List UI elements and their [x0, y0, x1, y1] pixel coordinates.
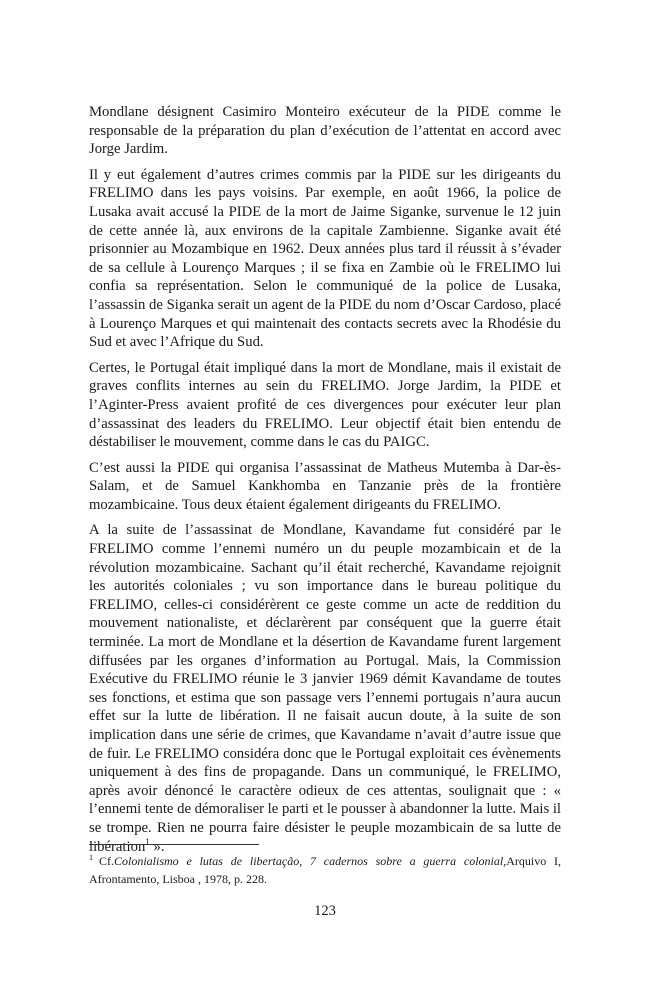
page-number: 123: [314, 903, 336, 919]
footnote-title: Colonialismo e lutas de libertação, 7 cadernos sobre a guerra colonial: [114, 854, 504, 868]
paragraph-4: C’est aussi la PIDE qui organisa l’assassinat de Matheus Mutemba à Dar-ès-Salam, et de Samuel Kankhomba en Tanzanie près de la frontière mozambicaine. Tous deux étaient également dirigeants du FRELIMO.: [89, 459, 561, 513]
paragraph-2: Il y eut également d’autres crimes commis par la PIDE sur les dirigeants du FRELIMO dans les pays voisins. Par exemple, en août 1966, la police de Lusaka avait accusé la PIDE de la mort de Jaime Siganke, survenue le 12 juin de cette année là, aux environs de la capitale Zambienne. Siganke avait été prisonnier au Mozambique en 1962. Deux années plus tard il réussit à s’évader de sa cellule à Lourenço Marques ; il se fixa en Zambie où le FRELIMO lui confia sa représentation. Selon le communiqué de la police de Lusaka, l’assassin de Siganka serait un agent de la PIDE du nom d’Oscar Cardoso, placé à Lourenço Marques et qui maintenait des contacts secrets avec la Rhodésie du Sud et avec l’Afrique du Sud.: [89, 166, 561, 351]
footnote-prefix: Cf.: [99, 854, 114, 868]
paragraph-5: [89, 521, 561, 856]
body-text: [89, 103, 561, 856]
footnote-separator: [89, 844, 259, 845]
footnote-number: 1: [89, 853, 93, 862]
paragraph-3: Certes, le Portugal était impliqué dans la mort de Mondlane, mais il existait de graves conflits internes au sein du FRELIMO. Jorge Jardim, la PIDE et l’Aginter-Press avaient profité de ces divergences pour exécuter leur plan d’assassinat des leaders du FRELIMO. Leur objectif était bien entendu de déstabiliser le mouvement, comme dans le cas du PAIGC.: [89, 359, 561, 451]
paragraph-5-tail: ».: [149, 838, 165, 855]
paragraph-5-text: A la suite de l’assassinat de Mondlane, Kavandame fut considéré par le FRELIMO comme l’ennemi numéro un du peuple mozambicain et de la révolution mozambicaine. Sachant qu’il était recherché, Kavandame rejoignit les autorités coloniales ; vu son importance dans le bureau politique du FRELIMO, celles-ci considérèrent ce geste comme un acte de reddition du mouvement nationaliste, et déclarèrent par conséquent que la guerre était terminée. La mort de Mondlane et la désertion de Kavandame furent largement diffusées par les organes d’information au Portugal. Mais, la Commission Exécutive du FRELIMO réunie le 3 janvier 1969 démit Kavandame de toutes ses fonctions, et estima que son passage vers l’ennemi portugais n’aura aucun effet sur la lutte de libération. Il ne faisait aucun doute, à la suite de son implication dans une série de crimes, que Kavandame n’avait d’autre issue que de fuir. Le FRELIMO considéra donc que le Portugal exploitait ces évènements uniquement à des fins de propagande. Dans un communiqué, le FRELIMO, après avoir dénoncé le caractère odieux de ces attentas, soulignait que : « l’ennemi tente de démoraliser le parti et le pousser à abandonner la lutte. Mais il se trompe. Rien ne pourra faire désister le peuple mozambicain de sa lutte de libération: [89, 522, 561, 855]
paragraph-1: Mondlane désignent Casimiro Monteiro exécuteur de la PIDE comme le responsable de la préparation du plan d’exécution de l’attentat en accord avec Jorge Jardim.: [89, 104, 561, 158]
footnote-reference[interactable]: 1: [145, 836, 150, 847]
footnote-source: ,Arquivo I, Afrontamento, Lisboa , 1978, p. 228.: [89, 854, 561, 886]
footnote: [89, 853, 561, 888]
